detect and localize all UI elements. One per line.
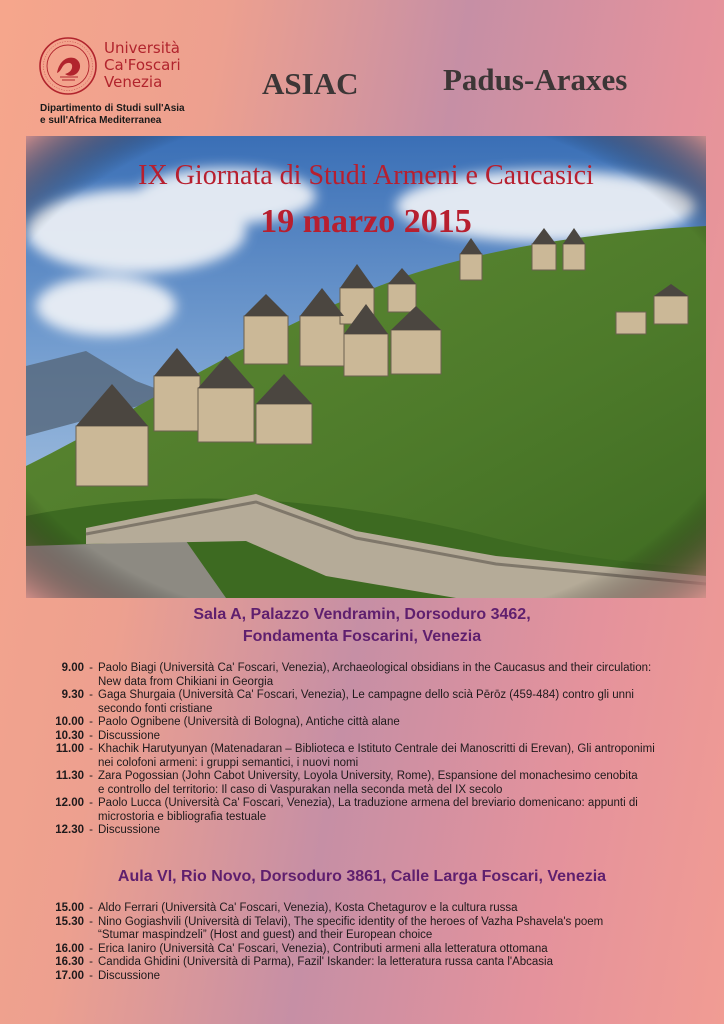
program-item: 15.30 - Nino Gogiashvili (Università di Telavi), The specific identity of the heroes of Vazha Pshavela's poem “Stumar maspindzeli” (Host and guest) and their European choice <box>0 916 724 943</box>
program-item: 9.30 - Gaga Shurgaia (Università Ca' Foscari, Venezia), Le campagne dello scià Pērōz (459-484) contro gli unni secondo fonti cristiane <box>0 689 724 716</box>
program-item: 12.30 - Discussione <box>0 824 724 838</box>
program-item: 10.00 - Paolo Ognibene (Università di Bologna), Antiche città alane <box>0 716 724 730</box>
session2-venue <box>0 866 724 888</box>
program-text: e controllo del territorio: Il caso di Vaspurakan nella seconda metà del IX secolo <box>98 783 503 796</box>
program-item: 15.00 - Aldo Ferrari (Università Ca' Foscari, Venezia), Kosta Chetagurov e la cultura russa <box>0 902 724 916</box>
program-text: Paolo Biagi (Università Ca' Foscari, Venezia), Archaeological obsidians in the Caucasus and their circulation: <box>98 662 652 674</box>
program-time: 15.00 <box>55 902 84 914</box>
program-time: 9.30 <box>61 689 84 701</box>
program-text: Aldo Ferrari (Università Ca' Foscari, Venezia), Kosta Chetagurov e la cultura russa <box>98 902 518 914</box>
program-time: 16.00 <box>55 942 84 955</box>
session1-program <box>0 662 724 838</box>
program-time: 12.00 <box>55 797 84 809</box>
program-text: Discussione <box>98 969 160 982</box>
event-date: 19 marzo 2015 <box>260 203 472 240</box>
program-item: 9.00 - Paolo Biagi (Università Ca' Foscari, Venezia), Archaeological obsidians in the Caucasus and their circulation: New data from Chikiani in Georgia <box>0 662 724 689</box>
program-item: 11.30 - Zara Pogossian (John Cabot University, Loyola University, Rome), Espansione del monachesimo cenobita e controllo del territorio: Il caso di Vaspurakan nella seconda metà del IX secolo <box>0 770 724 797</box>
university-name-line: Università <box>104 39 180 57</box>
program-text: “Stumar maspindzeli” (Host and guest) and their European choice <box>98 929 433 941</box>
program-text: Candida Ghidini (Università di Parma), Fazil' Iskander: la letteratura russa canta l'Abcasia <box>98 956 554 968</box>
session2-program <box>0 902 724 983</box>
program-text: New data from Chikiani in Georgia <box>98 675 274 688</box>
program-text: Discussione <box>98 729 160 742</box>
program-time: 10.30 <box>55 729 84 742</box>
program-time: 11.30 <box>55 770 84 782</box>
program-text: Khachik Harutyunyan (Matenadaran – Biblioteca e Istituto Centrale dei Manoscritti di Erevan), Gli antroponimi <box>98 743 655 755</box>
org-padus-araxes: Padus-Araxes <box>443 62 628 97</box>
program-text: secondo fonti cristiane <box>98 702 213 715</box>
program-text: Paolo Ognibene (Università di Bologna), Antiche città alane <box>98 716 400 728</box>
session1-venue <box>0 604 724 648</box>
department-line: Dipartimento di Studi sull'Asia <box>40 103 185 114</box>
program-time: 11.00 <box>55 743 84 755</box>
university-name-line: Venezia <box>104 73 163 91</box>
org-asiac: ASIAC <box>262 66 359 101</box>
program-text: Discussione <box>98 824 160 836</box>
university-seal-logo <box>38 36 98 96</box>
program-item: 17.00 - Discussione <box>0 970 724 984</box>
program-time: 10.00 <box>55 716 84 728</box>
university-name <box>104 40 181 91</box>
department-line: e sull'Africa Mediterranea <box>40 115 162 126</box>
program-text: nei colofoni armeni: i gruppi semantici, i nuovi nomi <box>98 756 359 769</box>
department-name <box>40 103 185 127</box>
program-time: 16.30 <box>55 956 84 968</box>
program-item: 11.00 - Khachik Harutyunyan (Matenadaran – Biblioteca e Istituto Centrale dei Manoscritti di Erevan), Gli antroponimi nei colofoni armeni: i gruppi semantici, i nuovi nomi <box>0 743 724 770</box>
venue-line: Sala A, Palazzo Vendramin, Dorsoduro 3462, <box>193 606 531 623</box>
program-time: 15.30 <box>55 915 84 928</box>
venue-line: Fondamenta Foscarini, Venezia <box>242 628 482 645</box>
program-text: microstoria e bibliografia testuale <box>98 810 267 823</box>
program-time: 9.00 <box>61 662 84 674</box>
program-text: Zara Pogossian (John Cabot University, Loyola University, Rome), Espansione del monachesimo cenobita <box>98 770 638 782</box>
program-item: 10.30 - Discussione <box>0 730 724 744</box>
venue-line: Aula VI, Rio Novo, Dorsoduro 3861, Calle Larga Foscari, Venezia <box>117 868 607 885</box>
program-item: 16.00 - Erica Ianiro (Università Ca' Foscari, Venezia), Contributi armeni alla letteratura ottomana <box>0 943 724 957</box>
event-title: IX Giornata di Studi Armeni e Caucasici <box>138 160 594 191</box>
program-text: Nino Gogiashvili (Università di Telavi), The specific identity of the heroes of Vazha Pshavela's poem <box>98 915 604 928</box>
program-item: 16.30 - Candida Ghidini (Università di Parma), Fazil' Iskander: la letteratura russa canta l'Abcasia <box>0 956 724 970</box>
university-name-line: Ca'Foscari <box>104 56 181 74</box>
program-text: Gaga Shurgaia (Università Ca' Foscari, Venezia), Le campagne dello scià Pērōz (459-484) contro gli unni <box>98 689 634 701</box>
program-item: 12.00 - Paolo Lucca (Università Ca' Foscari, Venezia), La traduzione armena del breviario domenicano: appunti di microstoria e bibliografia testuale <box>0 797 724 824</box>
program-time: 17.00 <box>55 969 84 982</box>
program-time: 12.30 <box>55 824 84 836</box>
program-text: Paolo Lucca (Università Ca' Foscari, Venezia), La traduzione armena del breviario domenicano: appunti di <box>98 797 638 809</box>
program-text: Erica Ianiro (Università Ca' Foscari, Venezia), Contributi armeni alla letteratura ottomana <box>98 942 548 955</box>
